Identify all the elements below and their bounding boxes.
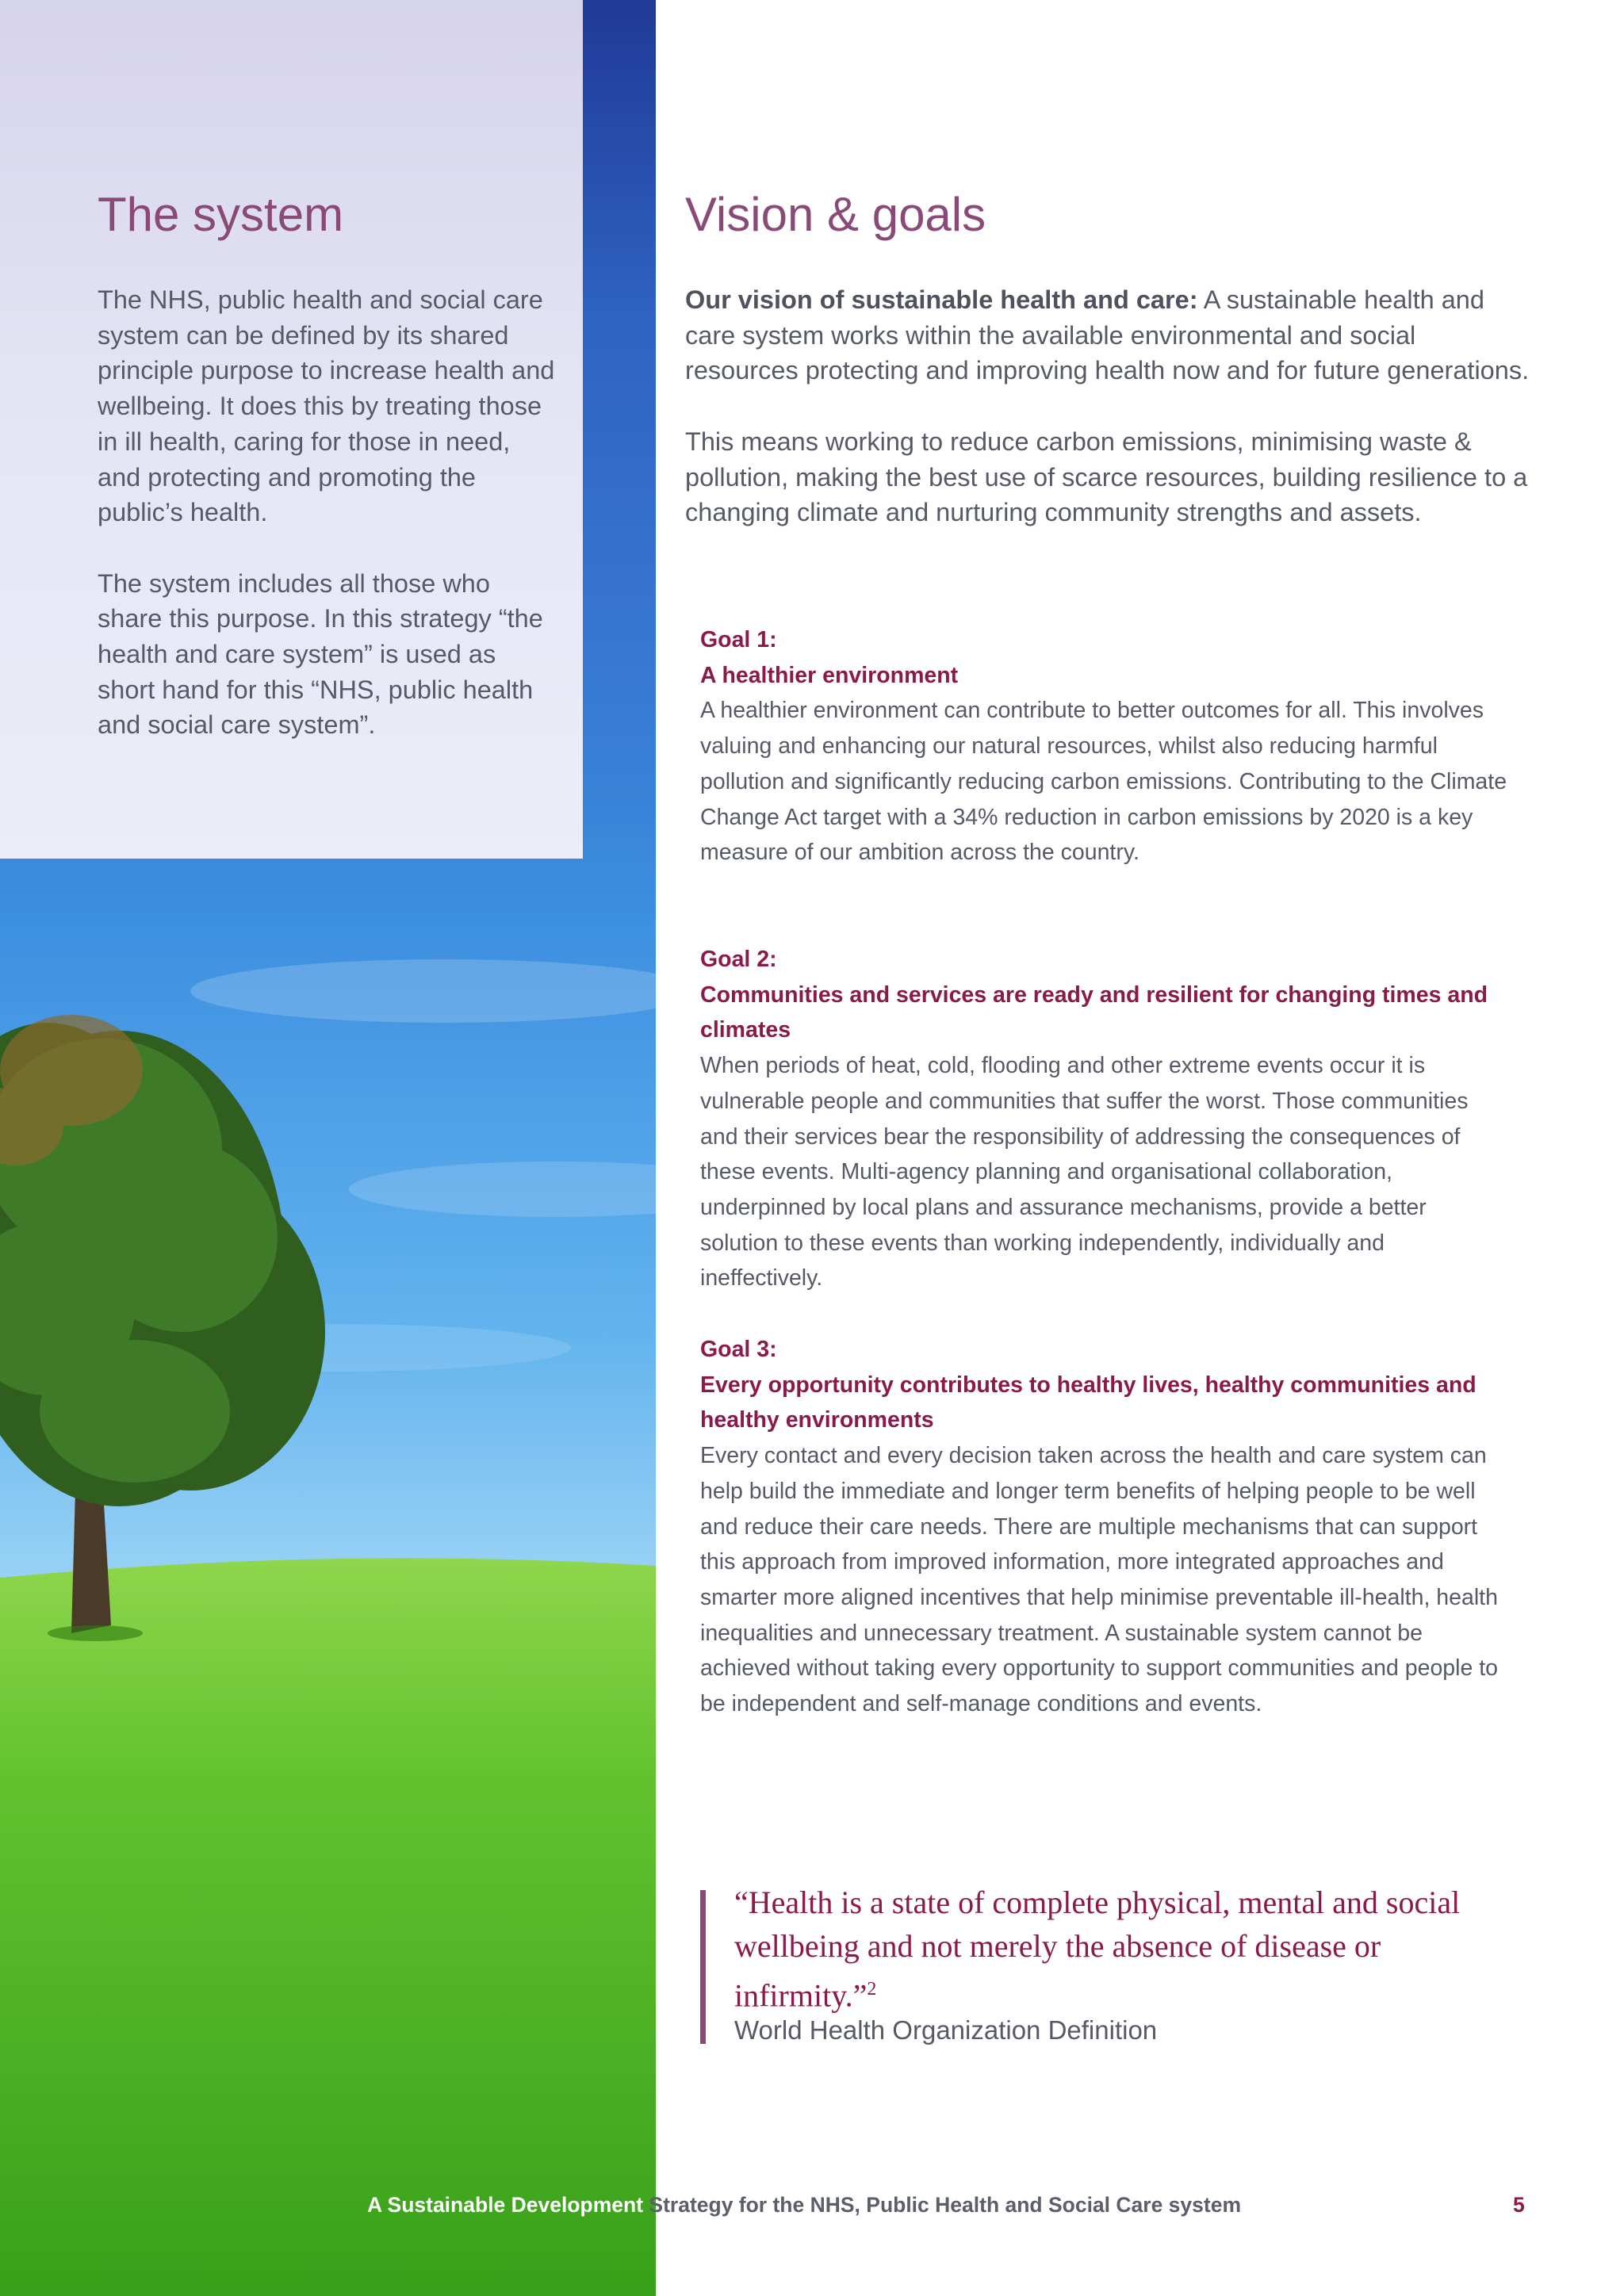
page-number: 5 xyxy=(1513,2193,1525,2217)
goal-3-label: Goal 3: xyxy=(700,1337,777,1362)
goal-2-text: When periods of heat, cold, flooding and other extreme events occur it is vulnerable people and communities that suffer the worst. Those communities and their services bear the responsibility of addressing the consequences of these events. Multi-agency planning and organisational collaboration, underpinned by local plans and assurance mechanisms, provide a better solution to these events than working independently, individually and ineffectively. xyxy=(700,1053,1469,1292)
goal-3-text: Every contact and every decision taken across the health and care system can help build the immediate and longer term benefits of helping people to be well and reduce their care needs. There are multiple mechanisms that can support this approach from improved information, more integrated approaches and smarter more aligned incentives that help minimise preventable ill-health, health inequalities and unnecessary treatment. A sustainable system cannot be achieved without taking every opportunity to support communities and people to be independent and self-manage conditions and events. xyxy=(700,1443,1499,1717)
quote-accent-bar xyxy=(700,1890,706,2044)
system-title: The system xyxy=(98,188,344,241)
vision-body xyxy=(685,282,1534,566)
vision-title: Vision & goals xyxy=(685,188,986,241)
system-paragraph-2: The system includes all those who share this purpose. In this strategy “the health and care system” is used as short hand for this “NHS, public health and social care system”. xyxy=(98,568,543,740)
quote-source: World Health Organization Definition xyxy=(734,2015,1158,2045)
goal-2-label: Goal 2: xyxy=(700,947,777,972)
vision-lead-bold: Our vision of sustainable health and care: xyxy=(685,285,1198,314)
goal-3 xyxy=(700,1332,1509,1722)
goal-1 xyxy=(700,622,1509,871)
quote-footnote: 2 xyxy=(867,1979,877,1999)
goal-1-text: A healthier environment can contribute to better outcomes for all. This involves valuing and enhancing our natural resources, whilst also reducing harmful pollution and significantly reducing carbon emissions. Contributing to the Climate Change Act target with a 34% reduction in carbon emissions by 2020 is a key measure of our ambition across the country. xyxy=(700,698,1507,866)
system-paragraph-1: The NHS, public health and social care system can be defined by its shared principle purpose to increase health and wellbeing. It does this by treating those in ill health, caring for those in need, and protecting and promoting the public’s health. xyxy=(98,285,555,527)
vision-statement xyxy=(685,282,1534,388)
footer-title-part-2: Strategy for the NHS, Public Health and Social Care system xyxy=(643,2193,1242,2217)
who-quote xyxy=(734,1881,1527,2017)
quote-text: “Health is a state of complete physical, mental and social wellbeing and not merely the absence of disease or infirmity.” xyxy=(734,1885,1461,2014)
footer-document-title xyxy=(367,2193,1241,2218)
footer-title-part-1: A Sustainable Development xyxy=(367,2193,644,2217)
goal-2-heading: Communities and services are ready and resilient for changing times and climates xyxy=(700,982,1488,1043)
vision-lead-text: A sustainable health and care system works within the available environmental and social resources protecting and improving health now and for future generations. xyxy=(685,285,1530,385)
goal-3-heading: Every opportunity contributes to healthy lives, healthy communities and healthy environments xyxy=(700,1372,1477,1433)
goal-1-label: Goal 1: xyxy=(700,627,777,652)
system-body xyxy=(98,282,557,779)
vision-paragraph-2: This means working to reduce carbon emissions, minimising waste & pollution, making the best use of scarce resources, building resilience to a changing climate and nurturing community strengths and assets. xyxy=(685,427,1528,527)
goal-2 xyxy=(700,942,1509,1296)
goal-1-heading: A healthier environment xyxy=(700,662,959,688)
